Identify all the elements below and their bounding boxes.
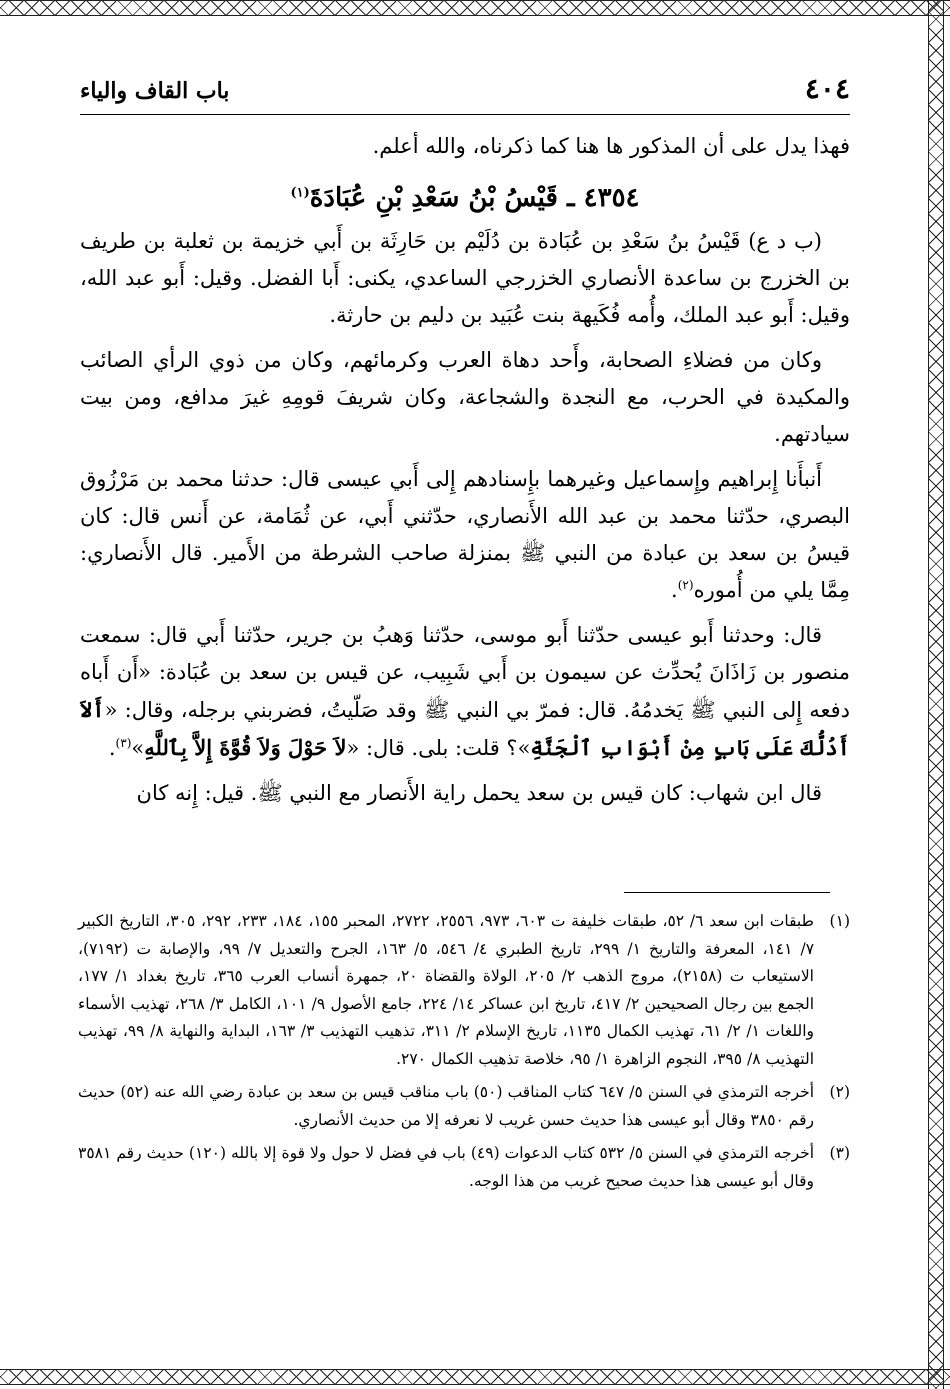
ornamental-border-right — [928, 0, 944, 1389]
ornamental-border-bottom — [0, 1369, 950, 1385]
page-number: ٤٠٤ — [804, 72, 850, 105]
quote-close: » — [131, 736, 145, 760]
footnote-2 — [78, 1079, 850, 1134]
paragraph-lineage: (ب د ع) قَيْسُ بنُ سَعْدِ بن عُبَادة بن دُلَيْم بن حَارِثَة بن أَبي خزيمة بن ثعلبة بن طريف بن الخزرج بن ساعدة الأنصاري الخزرجي الساعدي، يكنى: أَبا الفضل. وقيل: أَبو عبد الله، وقيل: أَبو عبد الملك، وأُمه فُكَيهة بنت عُبَيد بن دليم بن حارثة. — [80, 229, 850, 327]
footnote-ref-2: (٢) — [677, 578, 694, 592]
entry-heading — [80, 173, 850, 223]
main-text — [80, 128, 850, 820]
paragraph-virtues: وكان من فضلاءِ الصحابة، وأَحد دهاة العرب وكرمائهم، وكان من ذوي الرأي الصائب والمكيدة في الحرب، مع النجدة والشجاعة، وكان شريفَ قومِهِ غيرَ مدافع، ومن بيت سيادتهم. — [80, 348, 850, 446]
footnote-separator — [624, 892, 830, 893]
paragraph-hadith-1 — [80, 461, 850, 609]
footnote-ref-3: (٣) — [115, 736, 132, 750]
hadith-quote-1: أَلاَ أَدُلُّكَ عَلَى بَابٍ مِنْ أَبْوَابِ ٱلْجَنَّةِ — [80, 697, 850, 760]
footnote-number: (١) — [829, 912, 850, 930]
footnote-number: (٢) — [829, 1083, 850, 1101]
footnote-number: (٣) — [829, 1144, 850, 1162]
footnotes — [78, 908, 850, 1201]
running-head: باب القاف والياء — [80, 78, 230, 104]
footnote-text: أخرجه الترمذي في السنن ٥/ ٥٣٢ كتاب الدعوات (٤٩) باب في فضل لا حول ولا قوة إلا بالله (١٢٠) حديث رقم ٣٥٨١ وقال أبو عيسى هذا حديث صحيح غريب من هذا الوجه. — [78, 1144, 815, 1190]
ornamental-border-top — [0, 0, 950, 16]
paragraph-hadith-2 — [80, 617, 850, 767]
paragraph-ibn-shihab: قال ابن شهاب: كان قيس بن سعد يحمل راية الأَنصار مع النبي ﷺ. قيل: إِنه كان — [136, 781, 822, 805]
footnote-1 — [78, 908, 850, 1073]
hadith-quote-2: لاَ حَوْلَ وَلاَ قُوَّةَ إِلاَّ بِٱللَّهِ — [144, 735, 347, 760]
hadith-1-text: أَنبأَنا إِبراهيم وإِسماعيل وغيرهما بإِسنادهم إِلى أَبي عيسى قال: حدثنا محمد بن مَرْزُوق البصري، حدّثنا محمد بن عبد الله الأَنصاري، حدّثني أَبي، عن ثُمَامة، عن أَنس قال: كان قيسُ بن سعد بن عبادة من النبي ﷺ بمنزلة صاحب الشرطة من الأَمير. قال الأَنصاري: مِمَّا يلي من أُموره — [80, 467, 850, 602]
footnote-text: أخرجه الترمذي في السنن ٥/ ٦٤٧ كتاب المناقب (٥٠) باب مناقب قيس بن سعد بن عبادة رضي الله عنه (٥٢) حديث رقم ٣٨٥٠ وقال أبو عيسى هذا حديث حسن غريب لا نعرفه إلا من حديث الأنصاري. — [78, 1083, 815, 1129]
hadith-2-continuation: »؟ قلت: بلى. قال: « — [346, 736, 531, 760]
intro-line: فهذا يدل على أن المذكور ها هنا كما ذكرناه، والله أعلم. — [372, 134, 850, 158]
hadith-2-text: قال: وحدثنا أَبو عيسى حدّثنا أَبو موسى، حدّثنا وَهبُ بن جرير، حدّثنا أَبي قال: سمعت منصور بن زَاذَانَ يُحدِّث عن سيمون بن أَبي شَبِيب، عن قيس بن سعد بن عُبَادة: «أَن أَباه دفعه إِلى النبي ﷺ يَخدمُهُ. قال: فمرّ بي النبي ﷺ وقد صَلّيتُ، فضربني برجله، وقال: « — [80, 623, 850, 722]
entry-heading-text: ٤٣٥٤ ـ قَيْسُ بْنُ سَعْدِ بْنِ عُبَادَةَ — [309, 183, 640, 213]
footnote-text: طبقات ابن سعد ٦/ ٥٢، طبقات خليفة ت ٦٠٣، ٩٧٣، ٢٥٥٦، ٢٧٢٢، المحبر ١٥٥، ١٨٤، ٢٣٣، ٢٩٢، ٣٠٥، التاريخ الكبير ٧/ ١٤١، المعرفة والتاريخ ١/ ٢٩٩، تاريخ الطبري ٤/ ٥٤٦، ٥/ ١٦٣، الجرح والتعديل ٧/ ٩٩، والإصابة ت (٧١٩٢)، الاستيعاب ت (٢١٥٨)، مروج الذهب ٢/ ٢٠٥، الولاة والقضاة ٢٠، جمهرة أنساب العرب ٣٦٥، تاريخ بغداد ١/ ١٧٧، الجمع بين رجال الصحيحين ٢/ ٤١٧، تاريخ ابن عساكر ١٤/ ٢٢٤، جامع الأصول ٩/ ١٠١، الكامل ٣/ ٢٦٨، تهذيب الأسماء واللغات ١/ ٢/ ٦١، تهذيب الكمال ١١٣٥، تاريخ الإسلام ٢/ ٣١١، تذهيب التهذيب ٣/ ١٦٣، البداية والنهاية ٨/ ٩٩، تهذيب التهذيب ٨/ ٣٩٥، النجوم الزاهرة ١/ ٩٥، خلاصة تذهيب الكمال ٢٧٠. — [78, 912, 815, 1068]
page-header — [80, 70, 850, 115]
period: . — [108, 736, 116, 760]
period: . — [671, 578, 678, 602]
footnote-ref-1: (١) — [290, 185, 310, 201]
footnote-3 — [78, 1140, 850, 1195]
